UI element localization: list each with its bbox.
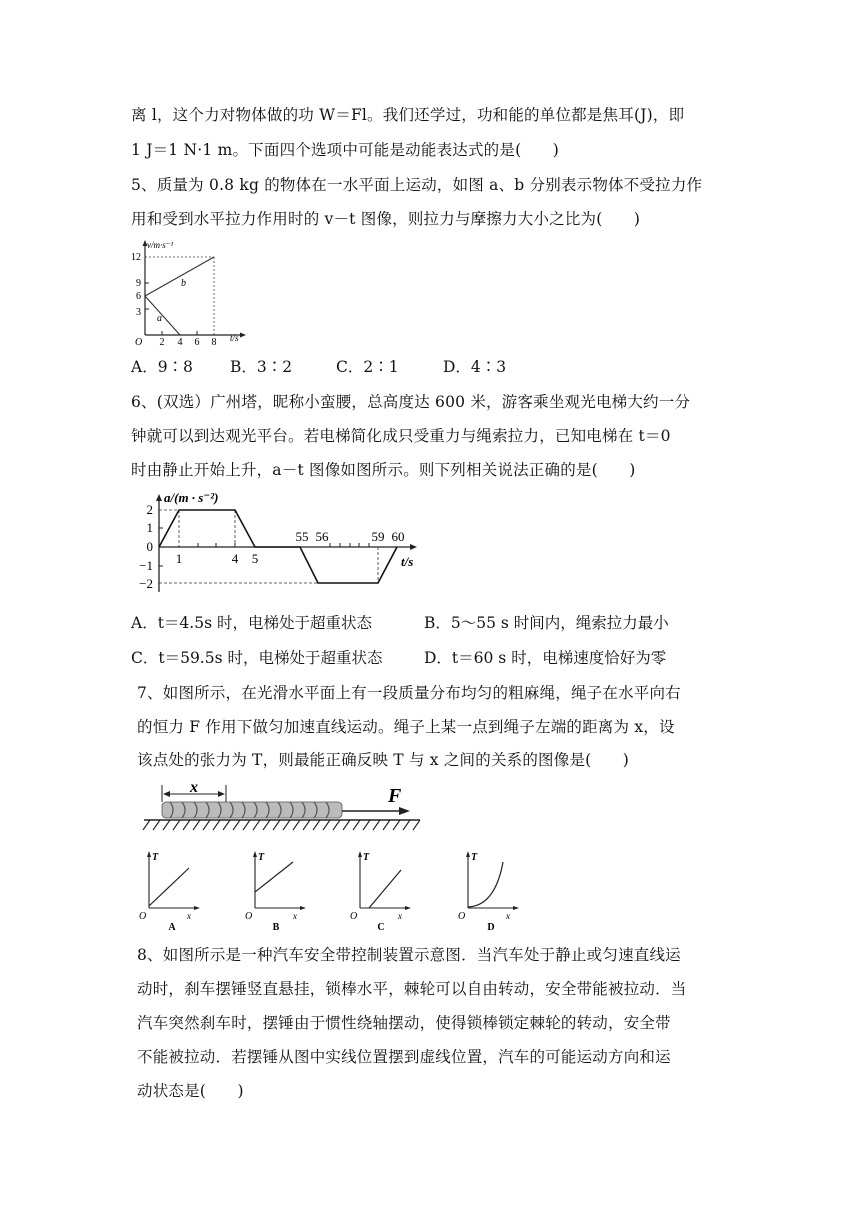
fig5-ytick: 9	[136, 278, 141, 289]
fig6-xtick: 4	[231, 551, 239, 566]
text-line: 1 J＝1 N·1 m。下面四个选项中可能是动能表达式的是( )	[131, 141, 559, 159]
question-8-line: 动时，刹车摆锤竖直悬挂，锁棒水平，棘轮可以自由转动，安全带能被拉动．当	[137, 980, 687, 998]
fig6-ytick: 2	[146, 502, 153, 517]
q6-option-d: D．t＝60 s 时，电梯速度恰好为零	[424, 649, 667, 667]
fig5-ytick: 3	[136, 307, 141, 318]
graph-c-x-label: x	[398, 911, 402, 921]
fig6-ytick: 1	[146, 520, 153, 535]
graph-b-t-label: T	[258, 852, 265, 863]
fig6-ylabel: a/(m · s⁻²)	[164, 490, 219, 505]
fig6-xtick: 60	[391, 529, 405, 544]
question-7-line: 7、如图所示，在光滑水平面上有一段质量分布均匀的粗麻绳，绳子在水平向右	[137, 684, 681, 702]
graph-a	[139, 851, 200, 933]
fig5-ylabel: v/m·s⁻¹	[147, 240, 174, 250]
question-8-line: 动状态是( )	[137, 1082, 244, 1100]
figure-7-rope	[140, 780, 425, 832]
fig7-force-label: F	[388, 785, 402, 807]
graph-d-t-label: T	[471, 852, 478, 863]
fig5-ytick: 12	[131, 252, 141, 263]
graph-a-t-label: T	[152, 852, 159, 863]
question-7-line: 该点处的张力为 T，则最能正确反映 T 与 x 之间的关系的图像是( )	[137, 751, 630, 769]
graph-c-origin: O	[350, 911, 358, 922]
fig5-xtick: 8	[211, 337, 217, 348]
text-line: 离 l，这个力对物体做的功 W＝Fl。我们还学过，功和能的单位都是焦耳(J)，即	[131, 106, 685, 124]
graph-d-caption: D	[487, 922, 495, 933]
q5-option-a: A．9∶8	[131, 358, 193, 376]
fig5-xlabel: t/s	[230, 333, 239, 343]
question-5-line: 用和受到水平拉力作用时的 v－t 图像，则拉力与摩擦力大小之比为( )	[131, 210, 641, 228]
question-5-line: 5、质量为 0.8 kg 的物体在一水平面上运动，如图 a、b 分别表示物体不受拉力作	[131, 176, 703, 194]
question-8-line: 8、如图所示是一种汽车安全带控制装置示意图．当汽车处于静止或匀速直线运	[137, 946, 681, 964]
fig6-ytick: −2	[139, 576, 153, 591]
fig5-line-a-label: a	[157, 313, 162, 324]
fig5-xtick: 4	[177, 337, 183, 348]
fig6-xtick: 56	[315, 529, 329, 544]
graph-c-t-label: T	[363, 852, 370, 863]
graph-d-x-label: x	[506, 911, 510, 921]
graph-a-origin: O	[139, 911, 147, 922]
figure-5-vt-graph	[125, 238, 250, 346]
graph-c-caption: C	[377, 922, 385, 933]
fig5-line-b-label: b	[181, 278, 186, 289]
fig6-ytick: 0	[146, 539, 153, 554]
fig5-xtick: 2	[159, 337, 165, 348]
fig7-x-label: x	[190, 779, 198, 796]
question-8-line: 汽车突然刹车时，摆锤由于惯性绕轴摆动，使得锁棒锁定棘轮的转动，安全带	[137, 1014, 671, 1032]
question-7-line: 的恒力 F 作用下做匀加速直线运动。绳子上某一点到绳子左端的距离为 x，设	[137, 718, 675, 736]
graph-d-origin: O	[458, 911, 466, 922]
graph-c	[350, 851, 411, 933]
graph-b-origin: O	[245, 911, 253, 922]
fig6-xtick: 59	[371, 529, 385, 544]
q5-option-c: C．2∶1	[336, 358, 399, 376]
q5-option-b: B．3∶2	[230, 358, 293, 376]
graph-a-caption: A	[168, 922, 176, 933]
graph-b-caption: B	[272, 922, 280, 933]
fig6-xtick: 1	[175, 551, 183, 566]
fig6-xtick: 5	[251, 551, 259, 566]
q6-option-a: A．t＝4.5s 时，电梯处于超重状态	[131, 614, 372, 632]
fig5-origin: O	[135, 337, 143, 348]
q6-option-b: B．5～55 s 时间内，绳索拉力最小	[424, 614, 669, 632]
question-6-line: 时由静止开始上升，a－t 图像如图所示。则下列相关说法正确的是( )	[131, 461, 636, 479]
question-6-line: 钟就可以到达观光平台。若电梯简化成只受重力与绳索拉力，已知电梯在 t＝0	[131, 427, 671, 445]
fig6-xtick: 55	[295, 529, 309, 544]
question-8-line: 不能被拉动．若摆锤从图中实线位置摆到虚线位置，汽车的可能运动方向和运	[137, 1048, 671, 1066]
graph-a-x-label: x	[187, 911, 191, 921]
fig5-xtick: 6	[194, 337, 200, 348]
question-6-line: 6、(双选）广州塔，昵称小蛮腰，总高度达 600 米，游客乘坐观光电梯大约一分	[131, 393, 691, 411]
fig5-ytick: 6	[136, 291, 141, 302]
fig6-xlabel: t/s	[401, 554, 414, 569]
q6-option-c: C．t＝59.5s 时，电梯处于超重状态	[131, 649, 383, 667]
figure-7-graphs	[135, 848, 525, 932]
figure-6-at-graph	[140, 490, 425, 598]
graph-b	[245, 851, 306, 933]
graph-b-x-label: x	[293, 911, 297, 921]
graph-d	[458, 851, 519, 933]
q5-option-d: D．4∶3	[443, 358, 507, 376]
fig6-ytick: −1	[139, 558, 153, 573]
